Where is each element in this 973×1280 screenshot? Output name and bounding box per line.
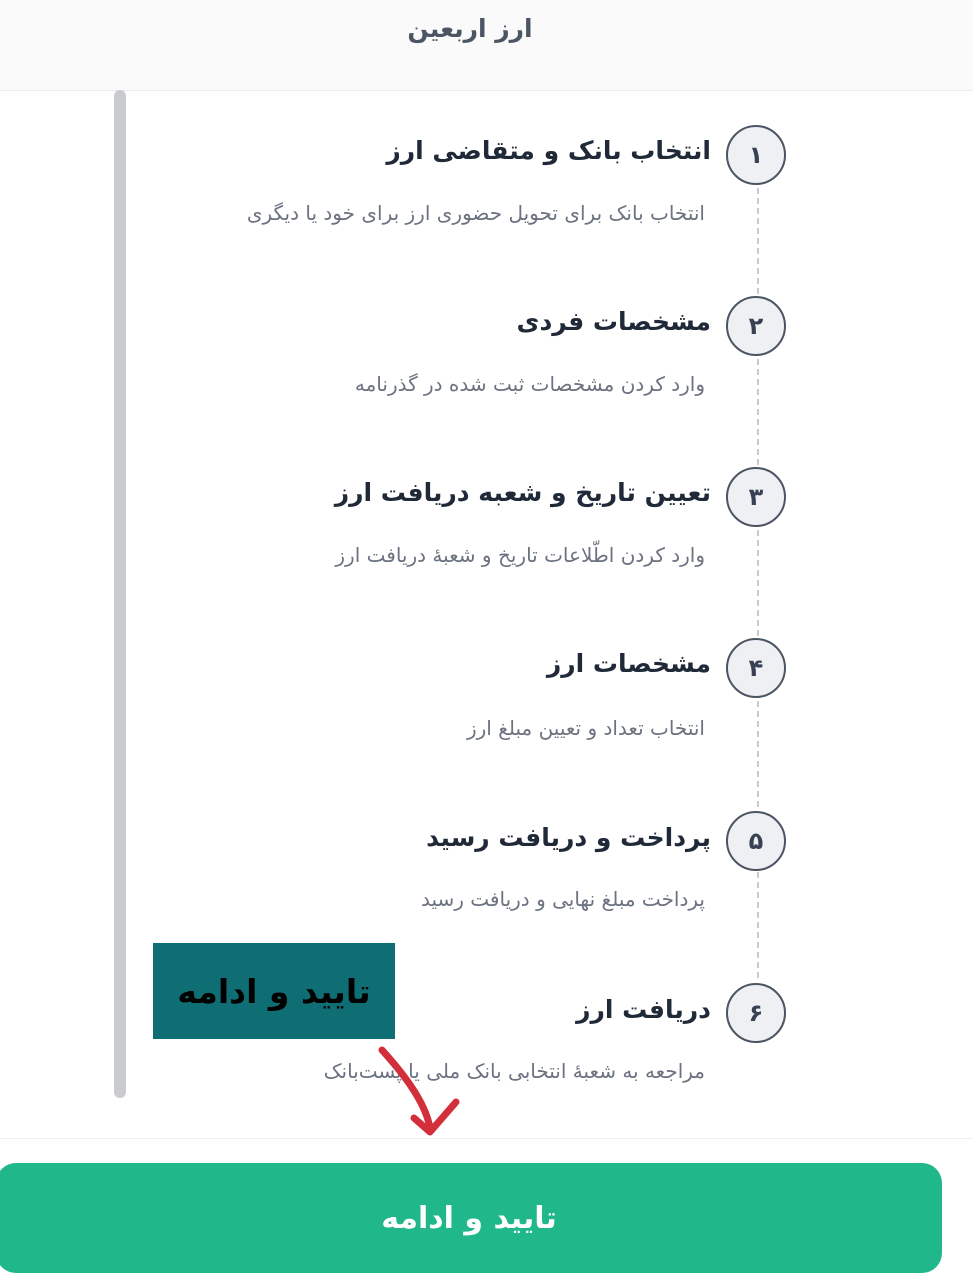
step-number-badge: ۶	[726, 983, 786, 1043]
scrollbar[interactable]	[114, 90, 126, 1098]
step-description: مراجعه به شعبهٔ انتخابی بانک ملی یا پست‌بانک	[323, 1059, 705, 1083]
step-title: تعیین تاریخ و شعبه دریافت ارز	[334, 478, 711, 507]
arrow-icon	[370, 1040, 470, 1140]
step-number-badge: ۴	[726, 638, 786, 698]
step-description: انتخاب بانک برای تحویل حضوری ارز برای خود یا دیگری	[246, 201, 705, 225]
step-title: مشخصات فردی	[516, 307, 711, 336]
confirm-continue-button[interactable]: تایید و ادامه	[0, 1163, 942, 1273]
step-number-badge: ۲	[726, 296, 786, 356]
step-title: پرداخت و دریافت رسید	[426, 823, 711, 852]
page-header	[0, 0, 973, 91]
step-number-badge: ۳	[726, 467, 786, 527]
step-title: مشخصات ارز	[546, 649, 711, 678]
step-description: وارد کردن اطّلاعات تاریخ و شعبهٔ دریافت ارز	[335, 543, 705, 567]
step-number-badge: ۱	[726, 125, 786, 185]
step-description: پرداخت مبلغ نهایی و دریافت رسید	[420, 887, 705, 911]
step-connector	[757, 359, 759, 465]
footer-divider	[0, 1138, 973, 1139]
step-connector	[757, 701, 759, 807]
page-title: ارز اربعین	[407, 14, 533, 43]
annotation-label: تایید و ادامه	[153, 943, 395, 1039]
step-title: انتخاب بانک و متقاضی ارز	[386, 136, 711, 165]
step-connector	[757, 530, 759, 636]
step-description: وارد کردن مشخصات ثبت شده در گذرنامه	[354, 372, 705, 396]
step-title: دریافت ارز	[576, 995, 711, 1024]
step-number-badge: ۵	[726, 811, 786, 871]
step-connector	[757, 872, 759, 978]
step-description: انتخاب تعداد و تعیین مبلغ ارز	[466, 716, 705, 740]
step-connector	[757, 188, 759, 294]
